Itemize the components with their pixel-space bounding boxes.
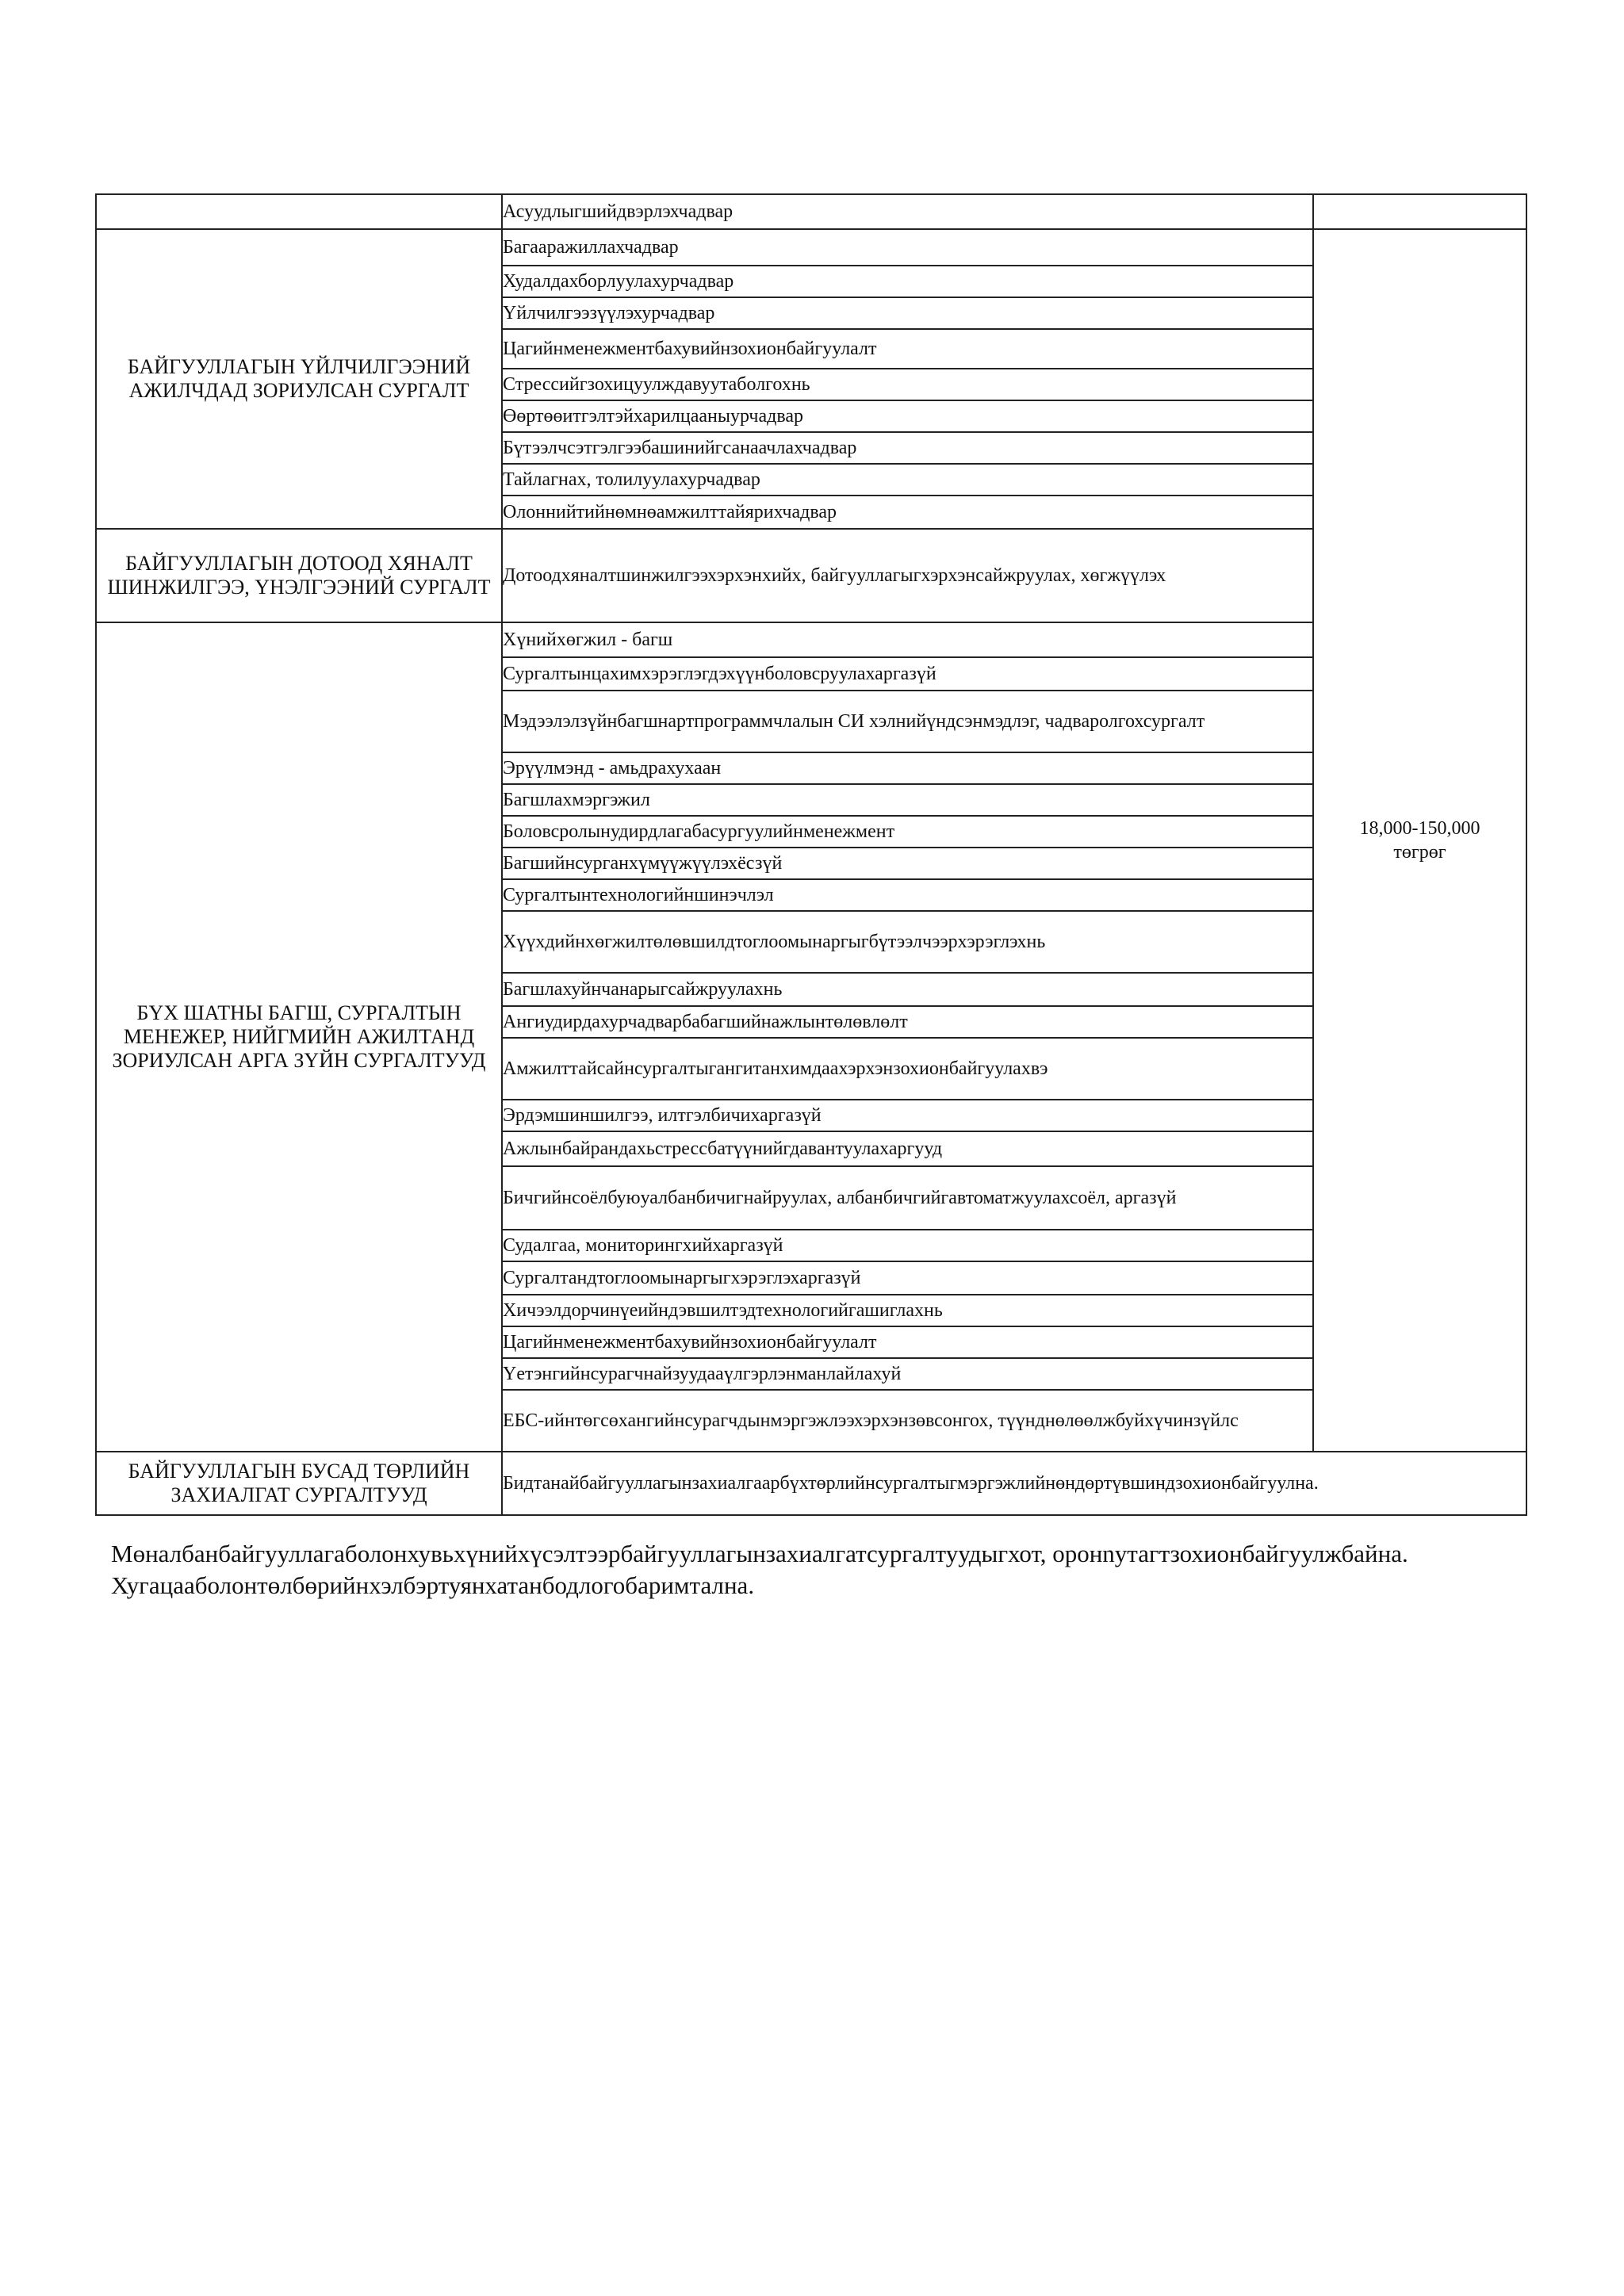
course-cell: Тайлагнах, толилуулахурчадвар	[502, 464, 1313, 496]
table-row	[96, 1452, 1526, 1515]
price-cell-top	[1313, 194, 1526, 229]
category-cell-teachers: БҮХ ШАТНЫ БАГШ, СУРГАЛТЫН МЕНЕЖЕР, НИЙГМИЙН АЖИЛТАНД ЗОРИУЛСАН АРГА ЗҮЙН СУРГАЛТУУД	[96, 622, 502, 1452]
course-cell: Цагийнменежментбахувийнзохионбайгуулалт	[502, 1326, 1313, 1358]
price-cell	[1313, 229, 1526, 1452]
table-row	[96, 529, 1526, 622]
course-cell: Цагийнменежментбахувийнзохионбайгуулалт	[502, 329, 1313, 369]
price-amount: 18,000-150,000	[1359, 818, 1480, 839]
course-cell: Өөртөөитгэлтэйхарилцааныурчадвар	[502, 400, 1313, 432]
price-currency: төгрөг	[1393, 842, 1446, 863]
course-cell: Ангиудирдахурчадварбабагшийнажлынтөлөвлөлт	[502, 1006, 1313, 1038]
course-cell: Багшлахуйнчанарыгсайжруулахнь	[502, 973, 1313, 1006]
course-cell: Багшлахмэргэжил	[502, 784, 1313, 816]
course-table	[95, 193, 1527, 1516]
course-cell: Эрүүлмэнд - амьдрахухаан	[502, 752, 1313, 784]
course-cell: Ажлынбайрандахьстрессбатүүнийгдавантуулахаргууд	[502, 1131, 1313, 1166]
table-row	[96, 229, 1526, 266]
course-cell: Хичээлдорчинүеийндэвшилтэдтехнологийгашиглахнь	[502, 1295, 1313, 1326]
course-cell: Сургалтандтоглоомынаргыгхэрэглэхаргазүй	[502, 1261, 1313, 1295]
course-cell: Амжилттайсайнсургалтыгангитанхимдаахэрхэнзохионбайгуулахвэ	[502, 1038, 1313, 1100]
course-cell: Стрессийгзохицуулждавуутаболгохнь	[502, 369, 1313, 400]
course-cell: Хүнийхөгжил - багш	[502, 622, 1313, 657]
category-cell-custom-trainings: БАЙГУУЛЛАГЫН БУСАД ТӨРЛИЙН ЗАХИАЛГАТ СУРГАЛТУУД	[96, 1452, 502, 1515]
footer-note: Мөналбанбайгууллагаболонхувьхүнийхүсэлтээрбайгууллагынзахиалгатсургалтуудыгхот, оронnутагтзохионбайгуулжбайна. Хугацааболонтөлбөрийнхэлбэртуянхатанбодлогобаримтална.	[111, 1540, 1408, 1599]
course-cell: ЕБС-ийнтөгсөхангийнсурагчдынмэргэжлээхэрхэнзөвсонгох, түүнднөлөөлжбуйхүчинзүйлс	[502, 1390, 1313, 1452]
course-cell: Бичгийнсоёлбуюуалбанбичигнайруулах, албанбичгийгавтоматжуулахсоёл, аргазүй	[502, 1166, 1313, 1230]
course-cell: Хүүхдийнхөгжилтөлөвшилдтоглоомынаргыгбүтээлчээрхэрэглэхнь	[502, 911, 1313, 973]
category-cell-internal-audit: БАЙГУУЛЛАГЫН ДОТООД ХЯНАЛТ ШИНЖИЛГЭЭ, ҮНЭЛГЭЭНИЙ СУРГАЛТ	[96, 529, 502, 622]
course-cell: Олоннийтийнөмнөамжилттайярихчадвар	[502, 496, 1313, 529]
table-row	[96, 622, 1526, 657]
course-cell: Үйлчилгээзүүлэхурчадвар	[502, 297, 1313, 329]
course-cell: Асуудлыгшийдвэрлэхчадвар	[502, 194, 1313, 229]
course-cell: Бүтээлчсэтгэлгээбашинийгсанаачлахчадвар	[502, 432, 1313, 464]
course-cell: Сургалтынцахимхэрэглэгдэхүүнболовсруулахаргазүй	[502, 657, 1313, 691]
course-cell: Боловсролынудирдлагабасургуулийнменежмент	[502, 816, 1313, 848]
course-cell: Худалдахборлуулахурчадвар	[502, 266, 1313, 297]
category-cell-service-staff: БАЙГУУЛЛАГЫН ҮЙЛЧИЛГЭЭНИЙ АЖИЛЧДАД ЗОРИУЛСАН СУРГАЛТ	[96, 229, 502, 529]
course-cell: Багааражиллахчадвар	[502, 229, 1313, 266]
course-cell: Судалгаа, мониторингхийхаргазүй	[502, 1230, 1313, 1261]
course-cell: Багшийнсурганхүмүүжүүлэхёсзүй	[502, 848, 1313, 879]
category-cell	[96, 194, 502, 229]
table-row	[96, 194, 1526, 229]
course-cell: Бидтанайбайгууллагынзахиалгаарбүхтөрлийнсургалтыгмэргэжлийнөндөртүвшиндзохионбайгуулна.	[502, 1452, 1526, 1515]
course-cell: Дотоодхяналтшинжилгээхэрхэнхийх, байгууллагыгхэрхэнсайжруулах, хөгжүүлэх	[502, 529, 1313, 622]
course-cell: Мэдээлэлзүйнбагшнарт​программчлалын СИ хэлнийүндсэнмэдлэг, чадваролгохсургалт	[502, 691, 1313, 752]
course-cell: Үетэнгийнсурагчнайзуудаaүлгэрлэнманлайлахуй	[502, 1358, 1313, 1390]
course-cell: Сургалтынтехнологийншинэчлэл	[502, 879, 1313, 911]
course-cell: Эрдэмшиншилгээ, илтгэлбичихаргазүй	[502, 1100, 1313, 1131]
